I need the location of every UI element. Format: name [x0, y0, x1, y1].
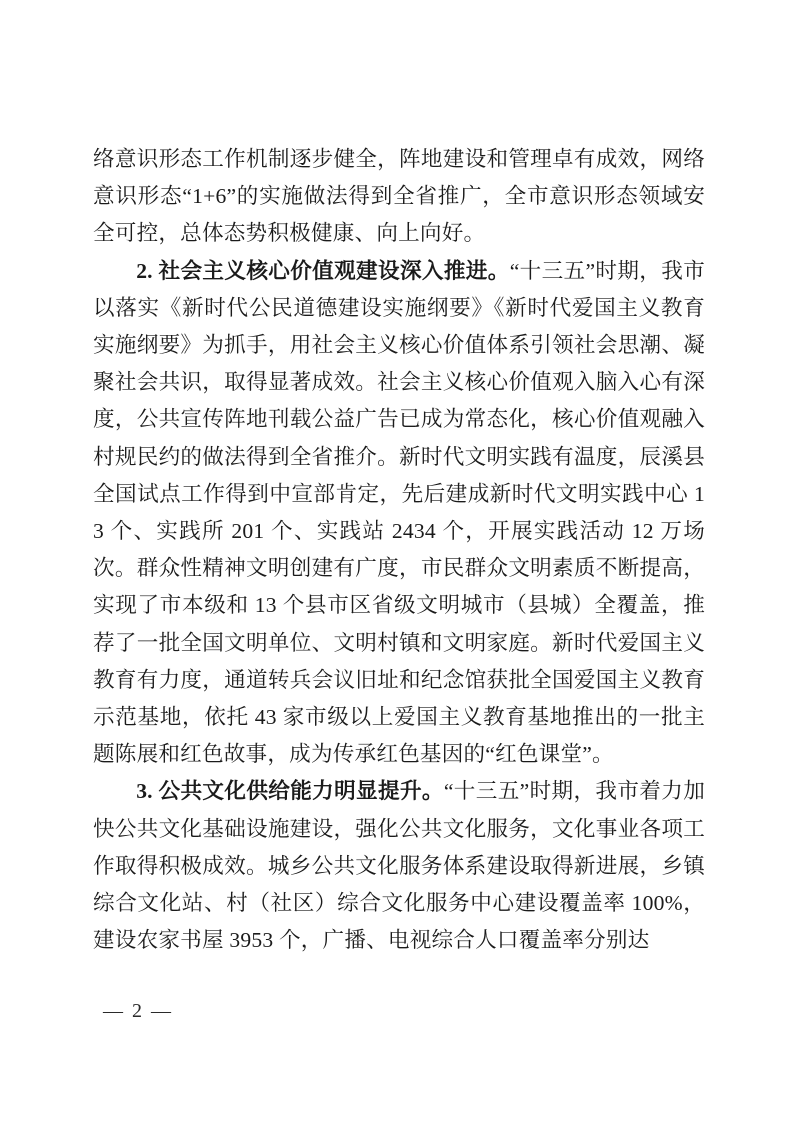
- body-paragraph-continuation: [93, 141, 705, 253]
- paragraph-text: “十三五”时期，我市着力加快公共文化基础设施建设，强化公共文化服务，文化事业各项工作取得积极成效。城乡公共文化服务体系建设取得新进展，乡镇综合文化站、村（社区）综合文化服务中心建设覆盖率 100%，建设农家书屋 3953 个，广播、电视综合人口覆盖率分别达: [93, 779, 705, 953]
- body-paragraph-section-3: [93, 773, 705, 959]
- section-heading-bold: 3. 公共文化供给能力明显提升。: [136, 779, 444, 804]
- paragraph-text: 络意识形态工作机制逐步健全，阵地建设和管理卓有成效，网络意识形态“1+6”的实施做法得到全省推广，全市意识形态领域安全可控，总体态势积极健康、向上向好。: [93, 147, 705, 246]
- page-number: — 2 —: [103, 1000, 173, 1022]
- section-heading-bold: 2. 社会主义核心价值观建设深入推进。: [136, 258, 510, 283]
- document-body: [93, 141, 705, 959]
- paragraph-text: “十三五”时期，我市以落实《新时代公民道德建设实施纲要》《新时代爱国主义教育实施纲要》为抓手，用社会主义核心价值体系引领社会思潮、凝聚社会共识，取得显著成效。社会主义核心价值观入脑入心有深度，公共宣传阵地刊载公益广告已成为常态化，核心价值观融入村规民约的做法得到全省推介。新时代文明实践有温度，辰溪县全国试点工作得到中宣部肯定，先后建成新时代文明实践中心 13 个、实践所 201 个、实践站 2434 个，开展实践活动 12 万场次。群众性精神文明创建有广度，市民群众文明素质不断提高，实现了市本级和 13 个县市区省级文明城市（县城）全覆盖，推荐了一批全国文明单位、文明村镇和文明家庭。新时代爱国主义教育有力度，通道转兵会议旧址和纪念馆获批全国爱国主义教育示范基地，依托 43 家市级以上爱国主义教育基地推出的一批主题陈展和红色故事，成为传承红色基因的“红色课堂”。: [93, 258, 705, 767]
- body-paragraph-section-2: [93, 253, 705, 774]
